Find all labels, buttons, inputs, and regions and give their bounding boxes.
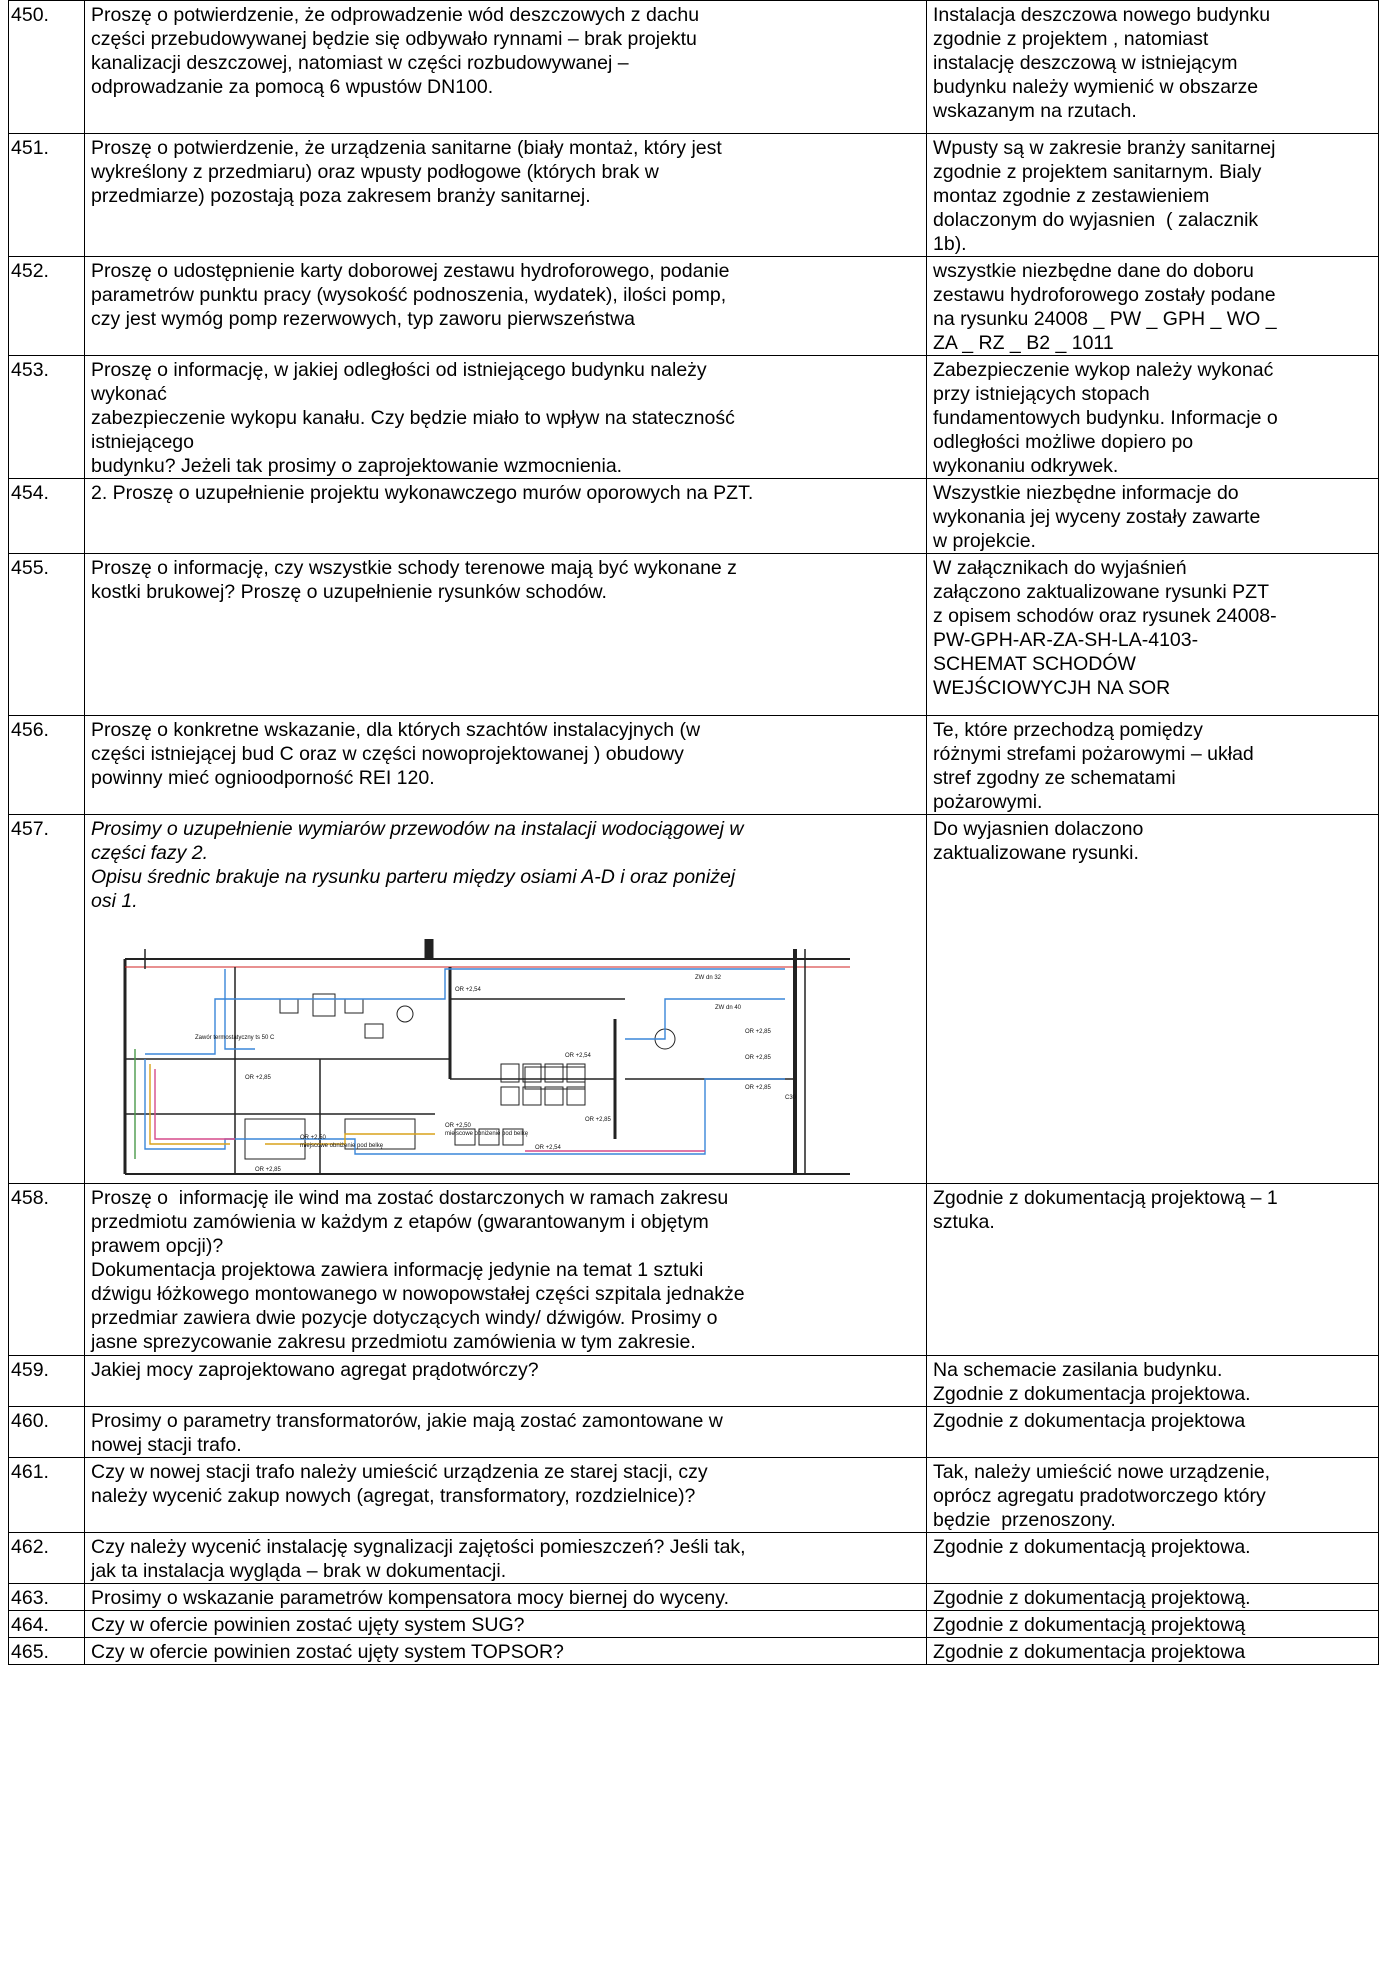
answer-line: instalację deszczową w istniejącym xyxy=(933,52,1238,74)
answer-cell xyxy=(927,1638,1379,1665)
furniture xyxy=(313,994,335,1016)
answer-line: Na schemacie zasilania budynku. xyxy=(933,1359,1223,1381)
question-line: Prosimy o uzupełnienie wymiarów przewodów na instalacji wodociągowej w xyxy=(91,818,744,840)
question-cell xyxy=(85,1584,927,1611)
answer-line: Wpusty są w zakresie branży sanitarnej xyxy=(933,137,1276,159)
question-line: czy jest wymóg pomp rezerwowych, typ zaworu pierwszeństwa xyxy=(91,308,636,330)
furniture xyxy=(501,1087,519,1105)
answer-line: będzie przenoszony. xyxy=(933,1509,1116,1531)
question-cell xyxy=(85,815,927,1184)
table-row xyxy=(9,1407,1379,1458)
question-line: Czy w ofercie powinien zostać ujęty system SUG? xyxy=(91,1614,525,1636)
answer-line: pożarowymi. xyxy=(933,791,1043,813)
answer-line: Zgodnie z dokumentacja projektowa. xyxy=(933,1383,1251,1405)
table-row xyxy=(9,1584,1379,1611)
answer-line: Instalacja deszczowa nowego budynku xyxy=(933,4,1271,26)
question-line: Czy w ofercie powinien zostać ujęty system TOPSOR? xyxy=(91,1641,564,1663)
question-cell xyxy=(85,1,927,134)
question-line: przedmiotu zamówienia w każdym z etapów (gwarantowanym i objętym xyxy=(91,1211,709,1233)
question-cell xyxy=(85,1356,927,1407)
question-line: Proszę o informację, czy wszystkie schody terenowe mają być wykonane z xyxy=(91,557,737,579)
plan-label: C30 xyxy=(785,1095,797,1101)
plan-label: OR +2,54 xyxy=(565,1053,591,1059)
answer-line: W załącznikach do wyjaśnień xyxy=(933,557,1187,579)
plan-label: OR +2,54 xyxy=(535,1145,561,1151)
plan-label: OR +2,85 xyxy=(745,1085,771,1091)
question-line: kanalizacji deszczowej, natomiast w części rozbudowywanej – xyxy=(91,52,629,74)
question-line: Czy należy wycenić instalację sygnalizacji zajętości pomieszczeń? Jeśli tak, xyxy=(91,1536,746,1558)
pipe xyxy=(155,1069,235,1139)
question-line: części fazy 2. xyxy=(91,842,209,864)
question-line: części istniejącej bud C oraz w części nowoprojektowanej ) obudowy xyxy=(91,743,684,765)
plan-label: ZW dn 40 xyxy=(715,1005,742,1011)
answer-cell xyxy=(927,815,1379,1184)
question-line: jak ta instalacja wygląda – brak w dokumentacji. xyxy=(91,1560,507,1582)
question-line: należy wycenić zakup nowych (agregat, transformatory, rozdzielnice)? xyxy=(91,1485,696,1507)
question-line: Opisu średnic brakuje na rysunku parteru między osiami A-D i oraz poniżej xyxy=(91,866,736,888)
question-line: Proszę o konkretne wskazanie, dla których szachtów instalacyjnych (w xyxy=(91,719,701,741)
table-row xyxy=(9,134,1379,257)
question-cell xyxy=(85,716,927,815)
question-line: powinny mieć ognioodporność REI 120. xyxy=(91,767,435,789)
answer-line: Zgodnie z dokumentacja projektowa xyxy=(933,1641,1246,1663)
item-number: 461. xyxy=(9,1458,85,1533)
answer-line: Zabezpieczenie wykop należy wykonać xyxy=(933,359,1274,381)
pipe xyxy=(145,969,785,1054)
item-number: 464. xyxy=(9,1611,85,1638)
answer-line: na rysunku 24008 _ PW _ GPH _ WO _ xyxy=(933,308,1277,330)
answer-line: różnymi strefami pożarowymi – układ xyxy=(933,743,1254,765)
plan-label: OR +2,54 xyxy=(455,987,481,993)
question-cell xyxy=(85,1611,927,1638)
answer-line: oprócz agregatu pradotworczego który xyxy=(933,1485,1266,1507)
question-cell xyxy=(85,356,927,479)
table-row xyxy=(9,1533,1379,1584)
answer-line: zaktualizowane rysunki. xyxy=(933,842,1139,864)
answer-line: SCHEMAT SCHODÓW xyxy=(933,653,1136,675)
answer-line: WEJŚCIOWYCJH NA SOR xyxy=(933,677,1171,699)
answer-line: sztuka. xyxy=(933,1211,995,1233)
question-line: istniejącego xyxy=(91,431,194,453)
plan-label: OR +2,50 xyxy=(300,1135,326,1141)
question-cell xyxy=(85,1407,927,1458)
answer-line: Tak, należy umieścić nowe urządzenie, xyxy=(933,1461,1271,1483)
floor-plan-svg xyxy=(105,939,850,1179)
answer-line: dolaczonym do wyjasnien ( zalacznik xyxy=(933,209,1259,231)
question-line: Jakiej mocy zaprojektowano agregat prądotwórczy? xyxy=(91,1359,539,1381)
question-cell xyxy=(85,1184,927,1356)
question-line: zabezpieczenie wykopu kanału. Czy będzie miało to wpływ na stateczność xyxy=(91,407,735,429)
question-line: 2. Proszę o uzupełnienie projektu wykonawczego murów oporowych na PZT. xyxy=(91,482,754,504)
answer-line: odległości możliwe dopiero po xyxy=(933,431,1194,453)
answer-line: załączono zaktualizowane rysunki PZT xyxy=(933,581,1269,603)
furniture xyxy=(280,999,298,1013)
item-number: 453. xyxy=(9,356,85,479)
question-cell xyxy=(85,1458,927,1533)
table-row xyxy=(9,1458,1379,1533)
answer-line: z opisem schodów oraz rysunek 24008- xyxy=(933,605,1277,627)
item-number: 452. xyxy=(9,257,85,356)
answer-line: wykonania jej wyceny zostały zawarte xyxy=(933,506,1261,528)
item-number: 454. xyxy=(9,479,85,554)
table-row xyxy=(9,479,1379,554)
plan-label: OR +2,85 xyxy=(585,1117,611,1123)
answer-line: Zgodnie z dokumentacją projektową. xyxy=(933,1587,1251,1609)
answer-line: PW-GPH-AR-ZA-SH-LA-4103- xyxy=(933,629,1199,651)
answer-line: zgodnie z projektem sanitarnym. Bialy xyxy=(933,161,1262,183)
answer-line: Zgodnie z dokumentacja projektowa xyxy=(933,1410,1246,1432)
answer-line: Te, które przechodzą pomiędzy xyxy=(933,719,1203,741)
answer-cell xyxy=(927,1184,1379,1356)
item-number: 458. xyxy=(9,1184,85,1356)
answer-cell xyxy=(927,1533,1379,1584)
plan-label: OR +2,85 xyxy=(745,1055,771,1061)
answer-line: 1b). xyxy=(933,233,967,255)
plan-label: OR +2,85 xyxy=(245,1075,271,1081)
furniture xyxy=(525,1067,585,1089)
question-line: Proszę o informację, w jakiej odległości od istniejącego budynku należy xyxy=(91,359,707,381)
answer-line: fundamentowych budynku. Informacje o xyxy=(933,407,1278,429)
answer-line: ZA _ RZ _ B2 _ 1011 xyxy=(933,332,1114,354)
question-line: nowej stacji trafo. xyxy=(91,1434,242,1456)
furniture xyxy=(397,1006,413,1022)
answer-cell xyxy=(927,479,1379,554)
item-number: 456. xyxy=(9,716,85,815)
answer-line: stref zgodny ze schematami xyxy=(933,767,1176,789)
table-row xyxy=(9,1356,1379,1407)
answer-cell xyxy=(927,1356,1379,1407)
furniture xyxy=(523,1087,541,1105)
answer-cell xyxy=(927,1458,1379,1533)
plan-label: miejscowe obniżenie pod belkę xyxy=(300,1143,384,1149)
item-number: 462. xyxy=(9,1533,85,1584)
table-row xyxy=(9,554,1379,716)
question-line: części przebudowywanej będzie się odbywało rynnami – brak projektu xyxy=(91,28,697,50)
furniture xyxy=(567,1087,585,1105)
answer-line: zgodnie z projektem , natomiast xyxy=(933,28,1209,50)
answer-cell xyxy=(927,1584,1379,1611)
answer-line: Wszystkie niezbędne informacje do xyxy=(933,482,1239,504)
item-number: 459. xyxy=(9,1356,85,1407)
answer-line: zestawu hydroforowego zostały podane xyxy=(933,284,1276,306)
item-number: 455. xyxy=(9,554,85,716)
question-line: Proszę o udostępnienie karty doborowej zestawu hydroforowego, podanie xyxy=(91,260,730,282)
column xyxy=(425,939,433,959)
table-row xyxy=(9,716,1379,815)
question-line: osi 1. xyxy=(91,890,138,912)
answer-cell xyxy=(927,134,1379,257)
plan-label: OR +2,85 xyxy=(745,1029,771,1035)
pipe xyxy=(145,1059,785,1154)
answer-cell xyxy=(927,1407,1379,1458)
answer-cell xyxy=(927,1611,1379,1638)
answer-cell xyxy=(927,356,1379,479)
answer-cell xyxy=(927,1,1379,134)
furniture xyxy=(345,999,363,1013)
answer-line: w projekcie. xyxy=(933,530,1036,552)
plan-label: ZW dn 32 xyxy=(695,975,722,981)
question-line: wykreślony z przedmiaru) oraz wpusty podłogowe (których brak w xyxy=(91,161,659,183)
question-line: parametrów punktu pracy (wysokość podnoszenia, wydatek), ilości pomp, xyxy=(91,284,727,306)
item-number: 463. xyxy=(9,1584,85,1611)
question-line: Prosimy o parametry transformatorów, jakie mają zostać zamontowane w xyxy=(91,1410,723,1432)
table-row xyxy=(9,1184,1379,1356)
pipe xyxy=(150,1064,230,1144)
question-cell xyxy=(85,1533,927,1584)
plan-label: miejscowe obniżenie pod belkę xyxy=(445,1131,529,1137)
question-cell xyxy=(85,554,927,716)
question-line: Czy w nowej stacji trafo należy umieścić urządzenia ze starej stacji, czy xyxy=(91,1461,708,1483)
answer-cell xyxy=(927,257,1379,356)
item-number: 457. xyxy=(9,815,85,1184)
question-line: przedmiarze) pozostają poza zakresem branży sanitarnej. xyxy=(91,185,591,207)
question-line: Proszę o potwierdzenie, że urządzenia sanitarne (biały montaż, który jest xyxy=(91,137,722,159)
answer-line: wykonaniu odkrywek. xyxy=(933,455,1119,477)
plan-label: OR +2,85 xyxy=(255,1167,281,1173)
answer-line: Zgodnie z dokumentacją projektową – 1 xyxy=(933,1187,1278,1209)
table-row xyxy=(9,257,1379,356)
plan-label: OR +2,50 xyxy=(445,1123,471,1129)
item-number: 451. xyxy=(9,134,85,257)
table-row xyxy=(9,1611,1379,1638)
answer-line: montaz zgodnie z zestawieniem xyxy=(933,185,1210,207)
answer-line: budynku należy wymienić w obszarze xyxy=(933,76,1259,98)
question-cell xyxy=(85,479,927,554)
table-row xyxy=(9,1,1379,134)
answer-cell xyxy=(927,554,1379,716)
question-line: dźwigu łóżkowego montowanego w nowopowstałej części szpitala jednakże xyxy=(91,1283,745,1305)
answer-line: Do wyjasnien dolaczono xyxy=(933,818,1144,840)
question-cell xyxy=(85,134,927,257)
floor-plan-drawing xyxy=(105,939,850,1179)
question-line: wykonać xyxy=(91,383,167,405)
table-row xyxy=(9,1638,1379,1665)
qa-table xyxy=(8,0,1379,1665)
question-line: Prosimy o wskazanie parametrów kompensatora mocy biernej do wyceny. xyxy=(91,1587,729,1609)
question-line: Proszę o informację ile wind ma zostać dostarczonych w ramach zakresu xyxy=(91,1187,729,1209)
question-line: Proszę o potwierdzenie, że odprowadzenie wód deszczowych z dachu xyxy=(91,4,700,26)
item-number: 450. xyxy=(9,1,85,134)
answer-line: wszystkie niezbędne dane do doboru xyxy=(933,260,1254,282)
question-line: Dokumentacja projektowa zawiera informację jedynie na temat 1 sztuki xyxy=(91,1259,704,1281)
table-row xyxy=(9,356,1379,479)
question-cell xyxy=(85,257,927,356)
item-number: 465. xyxy=(9,1638,85,1665)
item-number: 460. xyxy=(9,1407,85,1458)
question-line: odprowadzanie za pomocą 6 wpustów DN100. xyxy=(91,76,494,98)
answer-cell xyxy=(927,716,1379,815)
answer-line: przy istniejących stopach xyxy=(933,383,1150,405)
table-row xyxy=(9,815,1379,1184)
plan-label: Zawór termostatyczny ts 50 C xyxy=(195,1035,275,1041)
qa-table-body xyxy=(9,1,1379,1665)
answer-line: wskazanym na rzutach. xyxy=(933,100,1137,122)
question-line: budynku? Jeżeli tak prosimy o zaprojektowanie wzmocnienia. xyxy=(91,455,623,477)
answer-line: Zgodnie z dokumentacją projektową xyxy=(933,1614,1246,1636)
question-line: przedmiar zawiera dwie pozycje dotyczących windy/ dźwigów. Prosimy o xyxy=(91,1307,718,1329)
furniture xyxy=(365,1024,383,1038)
answer-line: Zgodnie z dokumentacją projektowa. xyxy=(933,1536,1251,1558)
question-line: jasne sprezycowanie zakresu przedmiotu zamówienia w tym zakresie. xyxy=(91,1331,696,1353)
furniture xyxy=(545,1087,563,1105)
question-cell xyxy=(85,1638,927,1665)
question-line: kostki brukowej? Proszę o uzupełnienie rysunków schodów. xyxy=(91,581,607,603)
question-line: prawem opcji)? xyxy=(91,1235,224,1257)
